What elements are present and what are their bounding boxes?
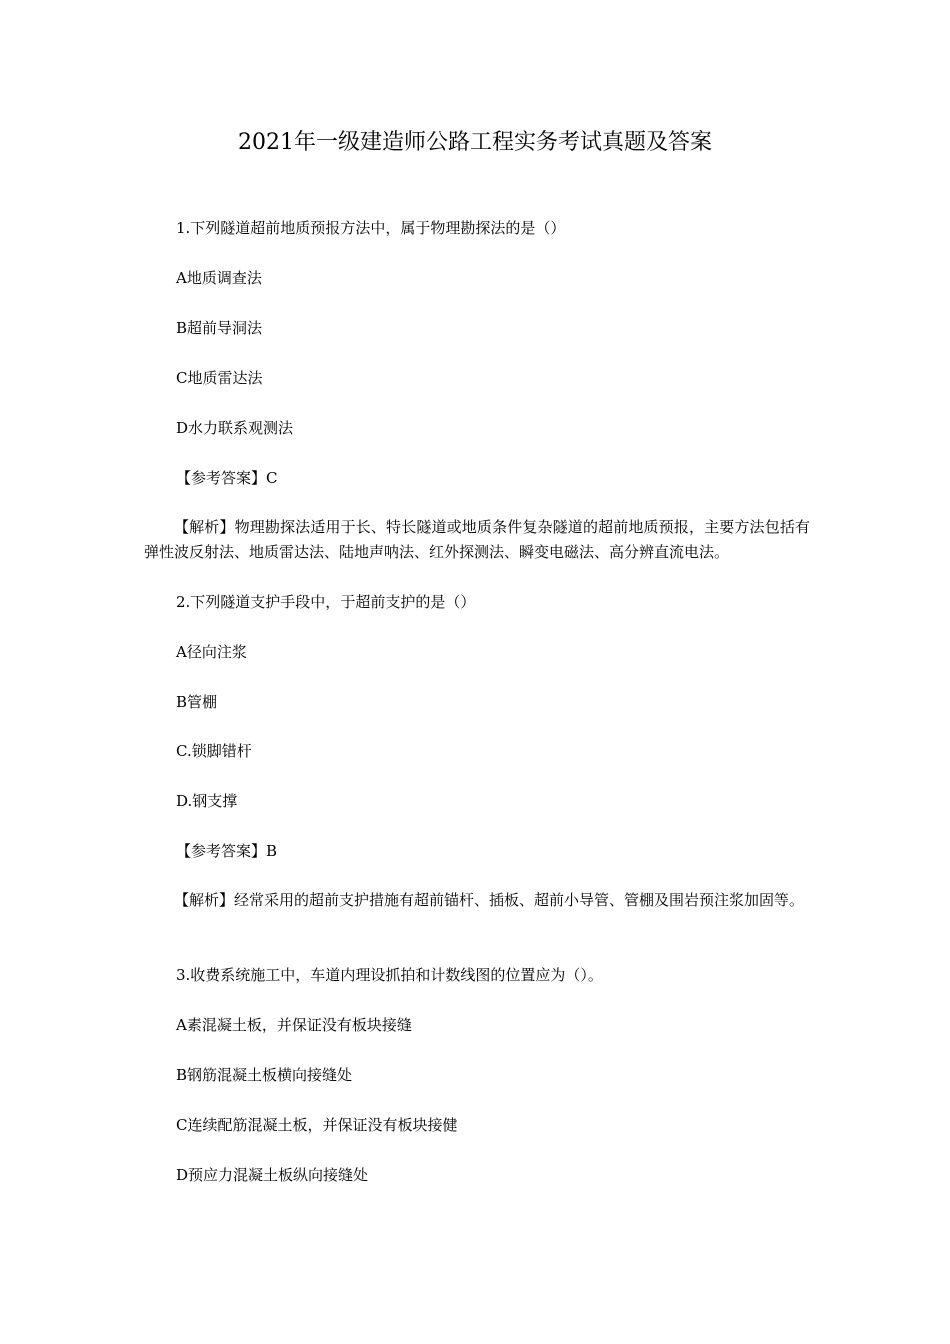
- question-2-option-d: D.钢支撑: [176, 792, 238, 810]
- question-1-option-d: D水力联系观测法: [176, 419, 294, 437]
- question-3-option-b: B钢筋混凝土板横向接缝处: [176, 1066, 353, 1084]
- question-2-option-a: A径向注浆: [176, 643, 247, 661]
- question-2-stem: 2.下列隧道支护手段中，于超前支护的是（）: [176, 593, 476, 611]
- question-3-option-d: D预应力混凝土板纵向接缝处: [176, 1166, 369, 1184]
- question-1-option-c: C地质雷达法: [176, 369, 263, 387]
- document-title: 2021年一级建造师公路工程实务考试真题及答案: [238, 130, 712, 155]
- question-2-option-c: C.锁脚错杆: [176, 742, 252, 760]
- question-2-option-b: B管棚: [176, 693, 218, 711]
- question-1-stem: 1.下列隧道超前地质预报方法中，属于物理勘探法的是（）: [176, 219, 566, 237]
- question-1-option-b: B超前导洞法: [176, 319, 263, 337]
- question-1-option-a: A地质调查法: [176, 269, 262, 287]
- question-1-analysis: 【解析】物理勘探法适用于长、特长隧道或地质条件复杂隧道的超前地质预报，主要方法包括有弹性波反射法、地质雷达法、陆地声呐法、红外探测法、瞬变电磁法、高分辨直流电法。: [144, 518, 810, 561]
- question-3-option-a: A素混凝土板，并保证没有板块接缝: [176, 1016, 412, 1034]
- question-2-answer: 【参考答案】B: [176, 842, 278, 860]
- question-2-analysis: 【解析】经常采用的超前支护措施有超前锚杆、插板、超前小导管、管棚及围岩预注浆加固等。: [174, 891, 805, 909]
- question-1-answer: 【参考答案】C: [176, 469, 278, 487]
- question-3-stem: 3.收费系统施工中，车道内理设抓拍和计数线图的位置应为（）。: [176, 966, 603, 984]
- question-3-option-c: C连续配筋混凝土板，并保证没有板块接健: [176, 1116, 458, 1134]
